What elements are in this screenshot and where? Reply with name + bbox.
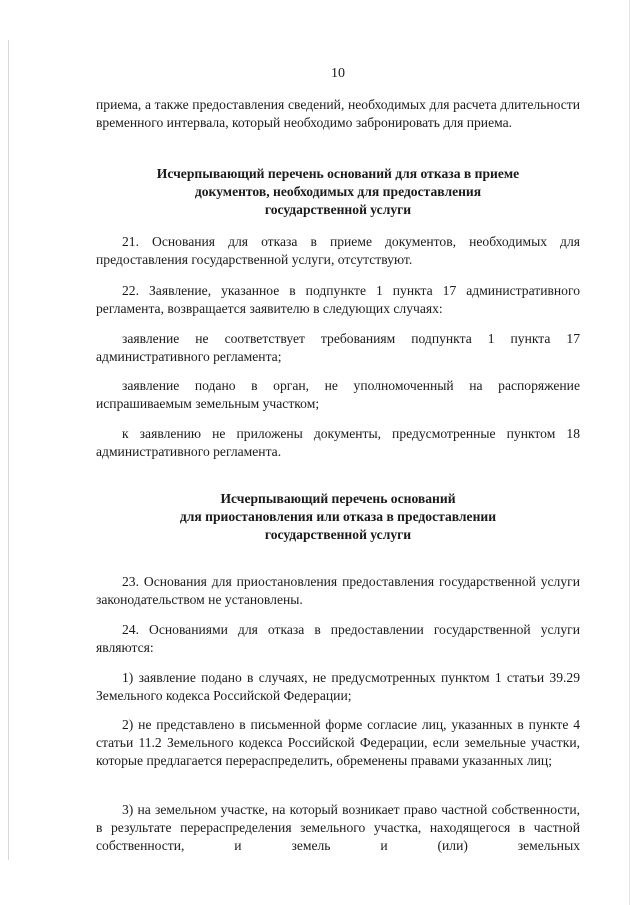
paragraph-24: 24. Основаниями для отказа в предоставлении государственной услуги являются: bbox=[96, 622, 580, 655]
heading-line: документов, необходимых для предоставления bbox=[194, 184, 482, 199]
section-heading-refusal-acceptance bbox=[96, 165, 580, 219]
page-number: 10 bbox=[331, 66, 345, 81]
paragraph-24-item-3: 3) на земельном участке, на который возникает право частной собственности, в результате перераспределения земельного участка, находящегося в частной собственности, и земель и (или) земельных bbox=[96, 802, 580, 853]
heading-line: Исчерпывающий перечень оснований для отказа в приеме bbox=[156, 166, 520, 181]
paragraph-intro: приема, а также предоставления сведений, необходимых для расчета длительности временного интервала, который необходимо забронировать для приема. bbox=[96, 97, 580, 130]
paragraph-24-item-2: 2) не представлено в письменной форме согласие лиц, указанных в пункте 4 статьи 11.2 Земельного кодекса Российской Федерации, если земельные участки, которые предлагается перераспределить, обременены правами указанных лиц; bbox=[96, 717, 580, 768]
paragraph-23: 23. Основания для приостановления предоставления государственной услуги законодательством не установлены. bbox=[96, 574, 580, 607]
heading-line: государственной услуги bbox=[264, 527, 412, 542]
heading-line: для приостановления или отказа в предоставлении bbox=[179, 509, 497, 524]
scan-edge-right bbox=[629, 0, 630, 905]
paragraph-22-case-1: заявление не соответствует требованиям подпункта 1 пункта 17 административного регламента; bbox=[96, 331, 580, 364]
heading-line: государственной услуги bbox=[264, 202, 412, 217]
paragraph-22: 22. Заявление, указанное в подпункте 1 пункта 17 административного регламента, возвращается заявителю в следующих случаях: bbox=[96, 283, 580, 316]
heading-line: Исчерпывающий перечень оснований bbox=[220, 491, 456, 506]
scan-edge-left bbox=[8, 40, 9, 860]
paragraph-21: 21. Основания для отказа в приеме документов, необходимых для предоставления государственной услуги, отсутствуют. bbox=[96, 234, 580, 267]
paragraph-24-item-1: 1) заявление подано в случаях, не предусмотренных пунктом 1 статьи 39.29 Земельного кодекса Российской Федерации; bbox=[96, 670, 580, 703]
paragraph-22-case-2: заявление подано в орган, не уполномоченный на распоряжение испрашиваемым земельным участком; bbox=[96, 378, 580, 411]
section-heading-suspension-refusal bbox=[96, 490, 580, 544]
paragraph-22-case-3: к заявлению не приложены документы, предусмотренные пунктом 18 административного регламента. bbox=[96, 426, 580, 459]
